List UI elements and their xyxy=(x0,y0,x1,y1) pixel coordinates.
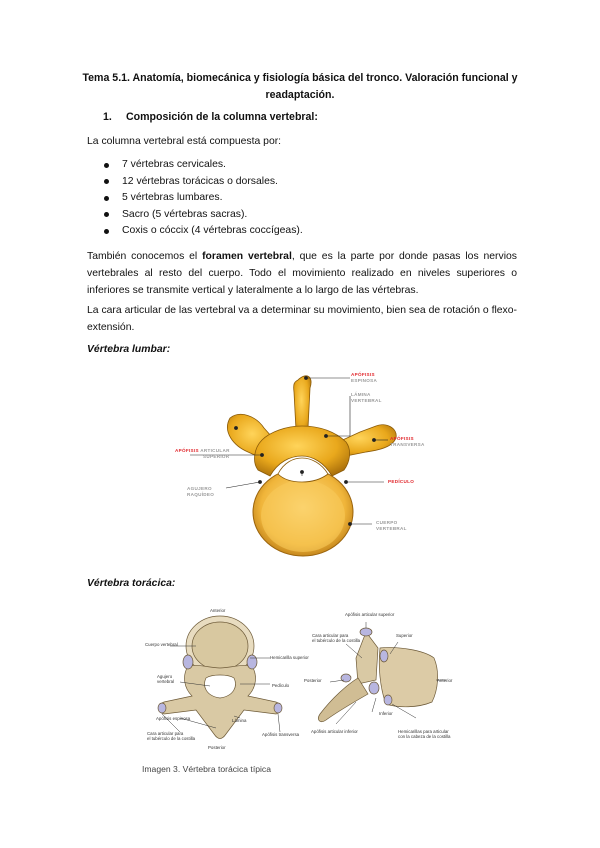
label-hemicarilla-superior: Hemicarilla superior xyxy=(270,655,309,660)
list-item: 5 vértebras lumbares. xyxy=(104,190,303,207)
lumbar-vertebra-figure xyxy=(160,366,450,572)
label-posterior-left: Posterior xyxy=(208,745,226,750)
label-cuerpo-vertebral-thoracic: Cuerpo vertebral xyxy=(145,642,178,647)
section-number: 1. xyxy=(103,111,112,123)
label-superior: Superior xyxy=(396,633,413,638)
label-apofisis-espinosa-thoracic: Apófisis espinosa xyxy=(156,716,191,721)
label-lamina-thoracic: Lámina xyxy=(232,718,247,723)
bullet-icon xyxy=(104,179,109,184)
label-apofisis-transversa: APÓFISIS TRANSVERSA xyxy=(390,436,425,447)
list-item: Sacro (5 vértebras sacras). xyxy=(104,207,303,224)
label-cara-articular-tuberculo: Cara articular para el tubérculo de la costilla xyxy=(147,731,196,742)
label-apofisis-espinosa: APÓFISIS ESPINOSA xyxy=(351,372,378,383)
foramen-term: foramen vertebral xyxy=(202,251,292,262)
label-pediculo: PEDÍCULO xyxy=(388,479,415,484)
bullet-icon xyxy=(104,163,109,168)
label-posterior-right: Posterior xyxy=(304,678,322,683)
vertebrae-list xyxy=(104,157,303,240)
label-anterior-left: Anterior xyxy=(210,608,226,613)
thoracic-subtitle: Vértebra torácica: xyxy=(87,578,176,589)
list-item: 7 vértebras cervicales. xyxy=(104,157,303,174)
label-apofisis-transversa-thoracic: Apófisis transversa xyxy=(262,732,300,737)
label-agujero-vertebral: Agujero vertebral xyxy=(157,674,175,685)
list-item: Coxis o cóccix (4 vértebras coccígeas). xyxy=(104,223,303,240)
list-item: 12 vértebras torácicas o dorsales. xyxy=(104,174,303,191)
figure-caption: Imagen 3. Vértebra torácica típica xyxy=(142,764,271,774)
bullet-icon xyxy=(104,229,109,234)
intro-paragraph: La columna vertebral está compuesta por: xyxy=(87,136,282,147)
articular-paragraph: La cara articular de las vertebral va a determinar su movimiento, bien sea de rotación o flexo-extensión. xyxy=(87,305,517,333)
bullet-icon xyxy=(104,196,109,201)
bullet-icon xyxy=(104,212,109,217)
label-lamina-vertebral: LÁMINA VERTEBRAL xyxy=(351,392,382,403)
label-cara-articular-tuberculo-right: Cara articular para el tubérculo de la costilla xyxy=(312,633,361,644)
label-inferior: Inferior xyxy=(379,711,393,716)
page-title: Tema 5.1. Anatomía, biomecánica y fisiología básica del tronco. Valoración funcional y readaptación. xyxy=(82,72,518,101)
label-hemicarillas-costilla: Hemicarillas para articular con la cabeza de la costilla xyxy=(398,729,451,740)
label-cuerpo-vertebral: CUERPO VERTEBRAL xyxy=(376,520,407,531)
section-heading xyxy=(103,111,318,123)
label-anterior-right: Anterior xyxy=(437,678,453,683)
label-agujero-raquideo: AGUJERO RAQUÍDEO xyxy=(187,486,215,497)
label-apofisis-articular-superior: Apófisis articular superior xyxy=(345,612,395,617)
section-title: Composición de la columna vertebral: xyxy=(126,111,318,123)
label-pediculo-thoracic: Pedículo xyxy=(272,683,290,688)
label-apofisis-articular-inferior: Apófisis articular inferior xyxy=(311,729,358,734)
lumbar-subtitle: Vértebra lumbar: xyxy=(87,344,171,355)
label-apofisis-articular: APÓFISIS ARTICULAR SUPERIOR xyxy=(175,448,230,459)
foramen-paragraph: También conocemos el foramen vertebral, que es la parte por donde pasas los nervios vertebrales al resto del cuerpo. Todo el movimiento realizado en niveles superiores o inferiores se transmite vertical y lateralmente a lo largo de las vértebras. xyxy=(87,251,517,296)
